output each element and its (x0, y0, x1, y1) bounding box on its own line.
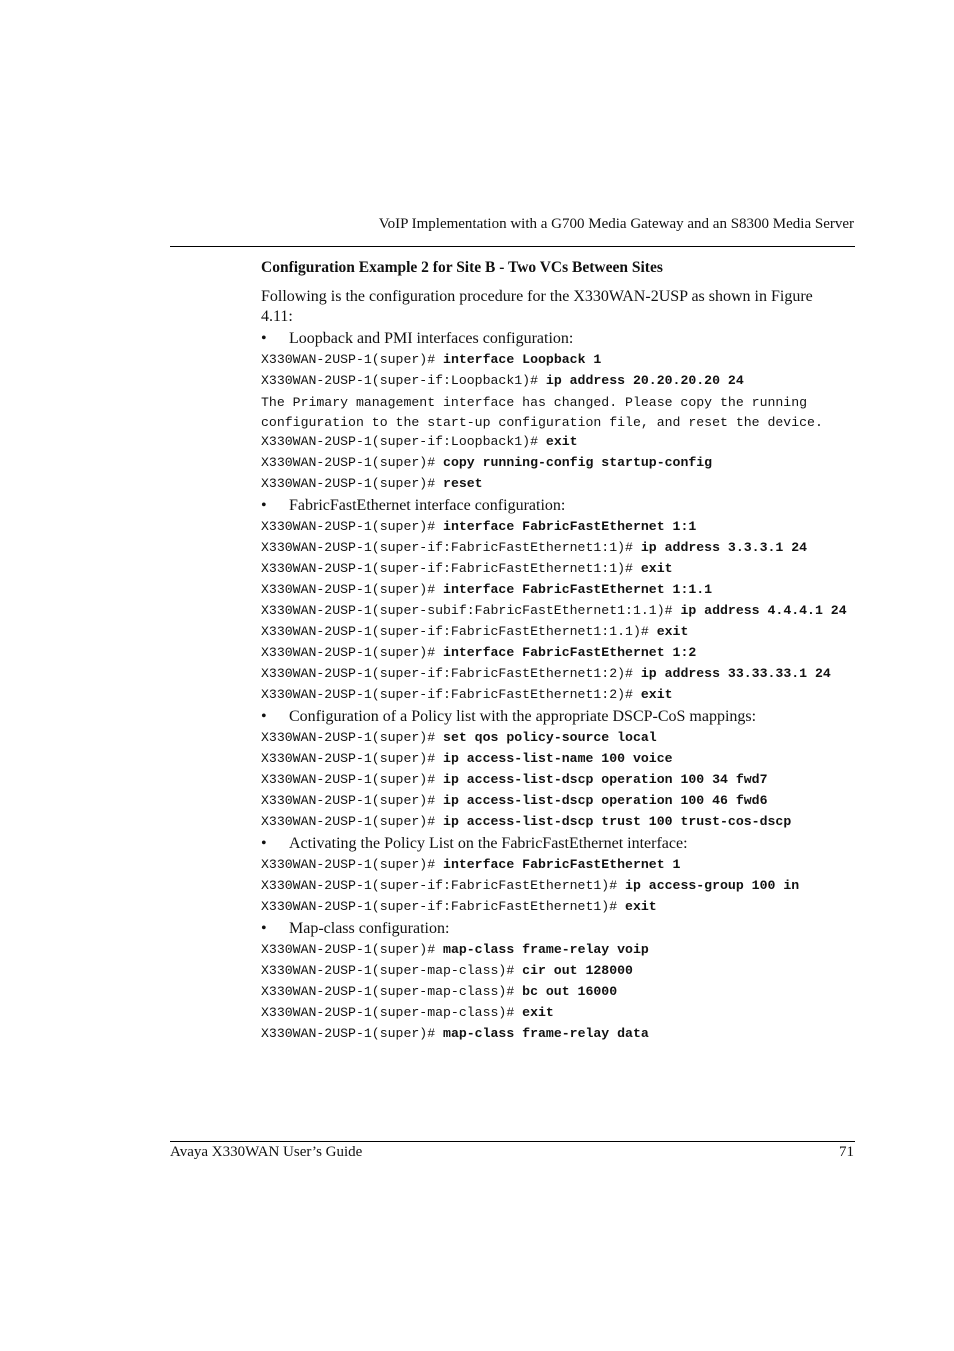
cli-prompt: X330WAN-2USP-1(super-if:FabricFastEthernet1:2)# (261, 666, 641, 681)
page-content (261, 258, 861, 1046)
cli-line (261, 665, 861, 684)
cli-prompt: X330WAN-2USP-1(super)# (261, 582, 444, 597)
cli-line (261, 475, 861, 494)
cli-prompt: X330WAN-2USP-1(super)# (261, 645, 444, 660)
cli-command: interface FabricFastEthernet 1:1 (443, 519, 697, 534)
cli-prompt: X330WAN-2USP-1(super)# (261, 814, 444, 829)
cli-prompt: X330WAN-2USP-1(super)# (261, 455, 444, 470)
cli-command: interface FabricFastEthernet 1:2 (443, 645, 697, 660)
cli-line (261, 771, 861, 790)
cli-line (261, 560, 861, 579)
cli-command: copy running-config startup-config (443, 455, 713, 470)
bullet-item (261, 707, 861, 727)
bullet-text: Loopback and PMI interfaces configuration: (289, 330, 574, 347)
footer-rule (170, 1141, 855, 1142)
bullet-text: Activating the Policy List on the FabricFastEthernet interface: (289, 835, 688, 852)
cli-command: map-class frame-relay voip (443, 942, 649, 957)
cli-command: bc out 16000 (522, 984, 618, 999)
cli-command: reset (443, 476, 483, 491)
cli-command: exit (640, 561, 673, 576)
cli-line (261, 454, 861, 473)
bullet-item (261, 834, 861, 854)
cli-line (261, 644, 861, 663)
cli-command: set qos policy-source local (443, 730, 657, 745)
cli-command: ip access-list-dscp operation 100 34 fwd7 (443, 772, 768, 787)
bullet-item (261, 919, 861, 939)
cli-line (261, 372, 861, 391)
cli-command: ip address 20.20.20.20 24 (545, 373, 744, 388)
cli-command: exit (656, 624, 689, 639)
cli-prompt: X330WAN-2USP-1(super)# (261, 519, 444, 534)
cli-line (261, 351, 861, 370)
page-number: 71 (839, 1144, 854, 1160)
cli-line (261, 602, 861, 621)
cli-prompt: X330WAN-2USP-1(super-if:FabricFastEthernet1:1)# (261, 561, 641, 576)
cli-prompt: X330WAN-2USP-1(super-map-class)# (261, 984, 523, 999)
cli-line (261, 623, 861, 642)
cli-prompt: X330WAN-2USP-1(super)# (261, 751, 444, 766)
bullet-item (261, 329, 861, 349)
cli-line (261, 856, 861, 875)
cli-command: ip address 4.4.4.1 24 (680, 603, 847, 618)
cli-line (261, 813, 861, 832)
bullet-item (261, 496, 861, 516)
cli-prompt: X330WAN-2USP-1(super)# (261, 1026, 444, 1041)
cli-prompt: X330WAN-2USP-1(super)# (261, 942, 444, 957)
bullet-text: Map-class configuration: (289, 920, 450, 937)
section-heading: Configuration Example 2 for Site B - Two VCs Between Sites (261, 259, 663, 276)
bullet-text: FabricFastEthernet interface configuration: (289, 497, 566, 514)
cli-command: ip access-group 100 in (625, 878, 800, 893)
cli-prompt: X330WAN-2USP-1(super)# (261, 857, 444, 872)
cli-command: cir out 128000 (522, 963, 633, 978)
cli-prompt: X330WAN-2USP-1(super-if:FabricFastEthernet1:2)# (261, 687, 641, 702)
cli-line (261, 539, 861, 558)
header-rule (170, 246, 855, 247)
bullet-text: Configuration of a Policy list with the appropriate DSCP-CoS mappings: (289, 708, 757, 725)
cli-line (261, 983, 861, 1002)
cli-prompt: X330WAN-2USP-1(super-if:FabricFastEthernet1:1)# (261, 540, 641, 555)
running-header: VoIP Implementation with a G700 Media Gateway and an S8300 Media Server (378, 216, 854, 232)
cli-prompt: X330WAN-2USP-1(super-subif:FabricFastEthernet1:1.1)# (261, 603, 681, 618)
cli-line (261, 750, 861, 769)
cli-line (261, 1025, 861, 1044)
cli-command: exit (545, 434, 578, 449)
cli-prompt: X330WAN-2USP-1(super-if:FabricFastEthernet1:1.1)# (261, 624, 657, 639)
bullet-marker: • (261, 708, 267, 725)
cli-prompt: X330WAN-2USP-1(super)# (261, 772, 444, 787)
cli-line (261, 518, 861, 537)
cli-command: exit (625, 899, 657, 914)
cli-command: ip access-list-dscp operation 100 46 fwd6 (443, 793, 768, 808)
cli-command: ip address 3.3.3.1 24 (640, 540, 808, 555)
cli-line (261, 792, 861, 811)
cli-line (261, 877, 861, 896)
cli-prompt: X330WAN-2USP-1(super)# (261, 730, 444, 745)
config-blocks (261, 329, 861, 1044)
cli-line (261, 686, 861, 705)
cli-line (261, 729, 861, 748)
footer-title: Avaya X330WAN User’s Guide (170, 1144, 363, 1160)
cli-prompt: X330WAN-2USP-1(super-if:FabricFastEthernet1)# (261, 899, 626, 914)
cli-prompt: X330WAN-2USP-1(super-if:Loopback1)# (261, 434, 546, 449)
cli-command: exit (522, 1005, 554, 1020)
cli-prompt: X330WAN-2USP-1(super)# (261, 352, 444, 367)
cli-prompt: X330WAN-2USP-1(super)# (261, 476, 444, 491)
cli-line (261, 941, 861, 960)
cli-command: interface FabricFastEthernet 1 (443, 857, 681, 872)
cli-command: interface FabricFastEthernet 1:1.1 (443, 582, 713, 597)
cli-command: ip address 33.33.33.1 24 (640, 666, 831, 681)
cli-line (261, 433, 861, 452)
cli-line (261, 581, 861, 600)
cli-prompt: X330WAN-2USP-1(super-if:FabricFastEthernet1)# (261, 878, 626, 893)
intro-paragraph: Following is the configuration procedure for the X330WAN-2USP as shown in Figure 4.11: (261, 288, 813, 325)
cli-prompt: X330WAN-2USP-1(super-if:Loopback1)# (261, 373, 546, 388)
cli-line (261, 962, 861, 981)
bullet-marker: • (261, 835, 267, 852)
cli-line (261, 1004, 861, 1023)
bullet-marker: • (261, 330, 267, 347)
cli-prompt: X330WAN-2USP-1(super-map-class)# (261, 1005, 523, 1020)
cli-prompt: X330WAN-2USP-1(super-map-class)# (261, 963, 523, 978)
cli-line (261, 898, 861, 917)
cli-command: interface Loopback 1 (443, 352, 602, 367)
cli-prompt: X330WAN-2USP-1(super)# (261, 793, 444, 808)
cli-command: exit (640, 687, 673, 702)
cli-command: map-class frame-relay data (443, 1026, 649, 1041)
bullet-marker: • (261, 920, 267, 937)
system-message: The Primary management interface has changed. Please copy the running configuration to the start-up configuration file, and reset the device. (261, 395, 823, 430)
cli-command: ip access-list-dscp trust 100 trust-cos-dscp (443, 814, 792, 829)
cli-command: ip access-list-name 100 voice (443, 751, 673, 766)
bullet-marker: • (261, 497, 267, 514)
